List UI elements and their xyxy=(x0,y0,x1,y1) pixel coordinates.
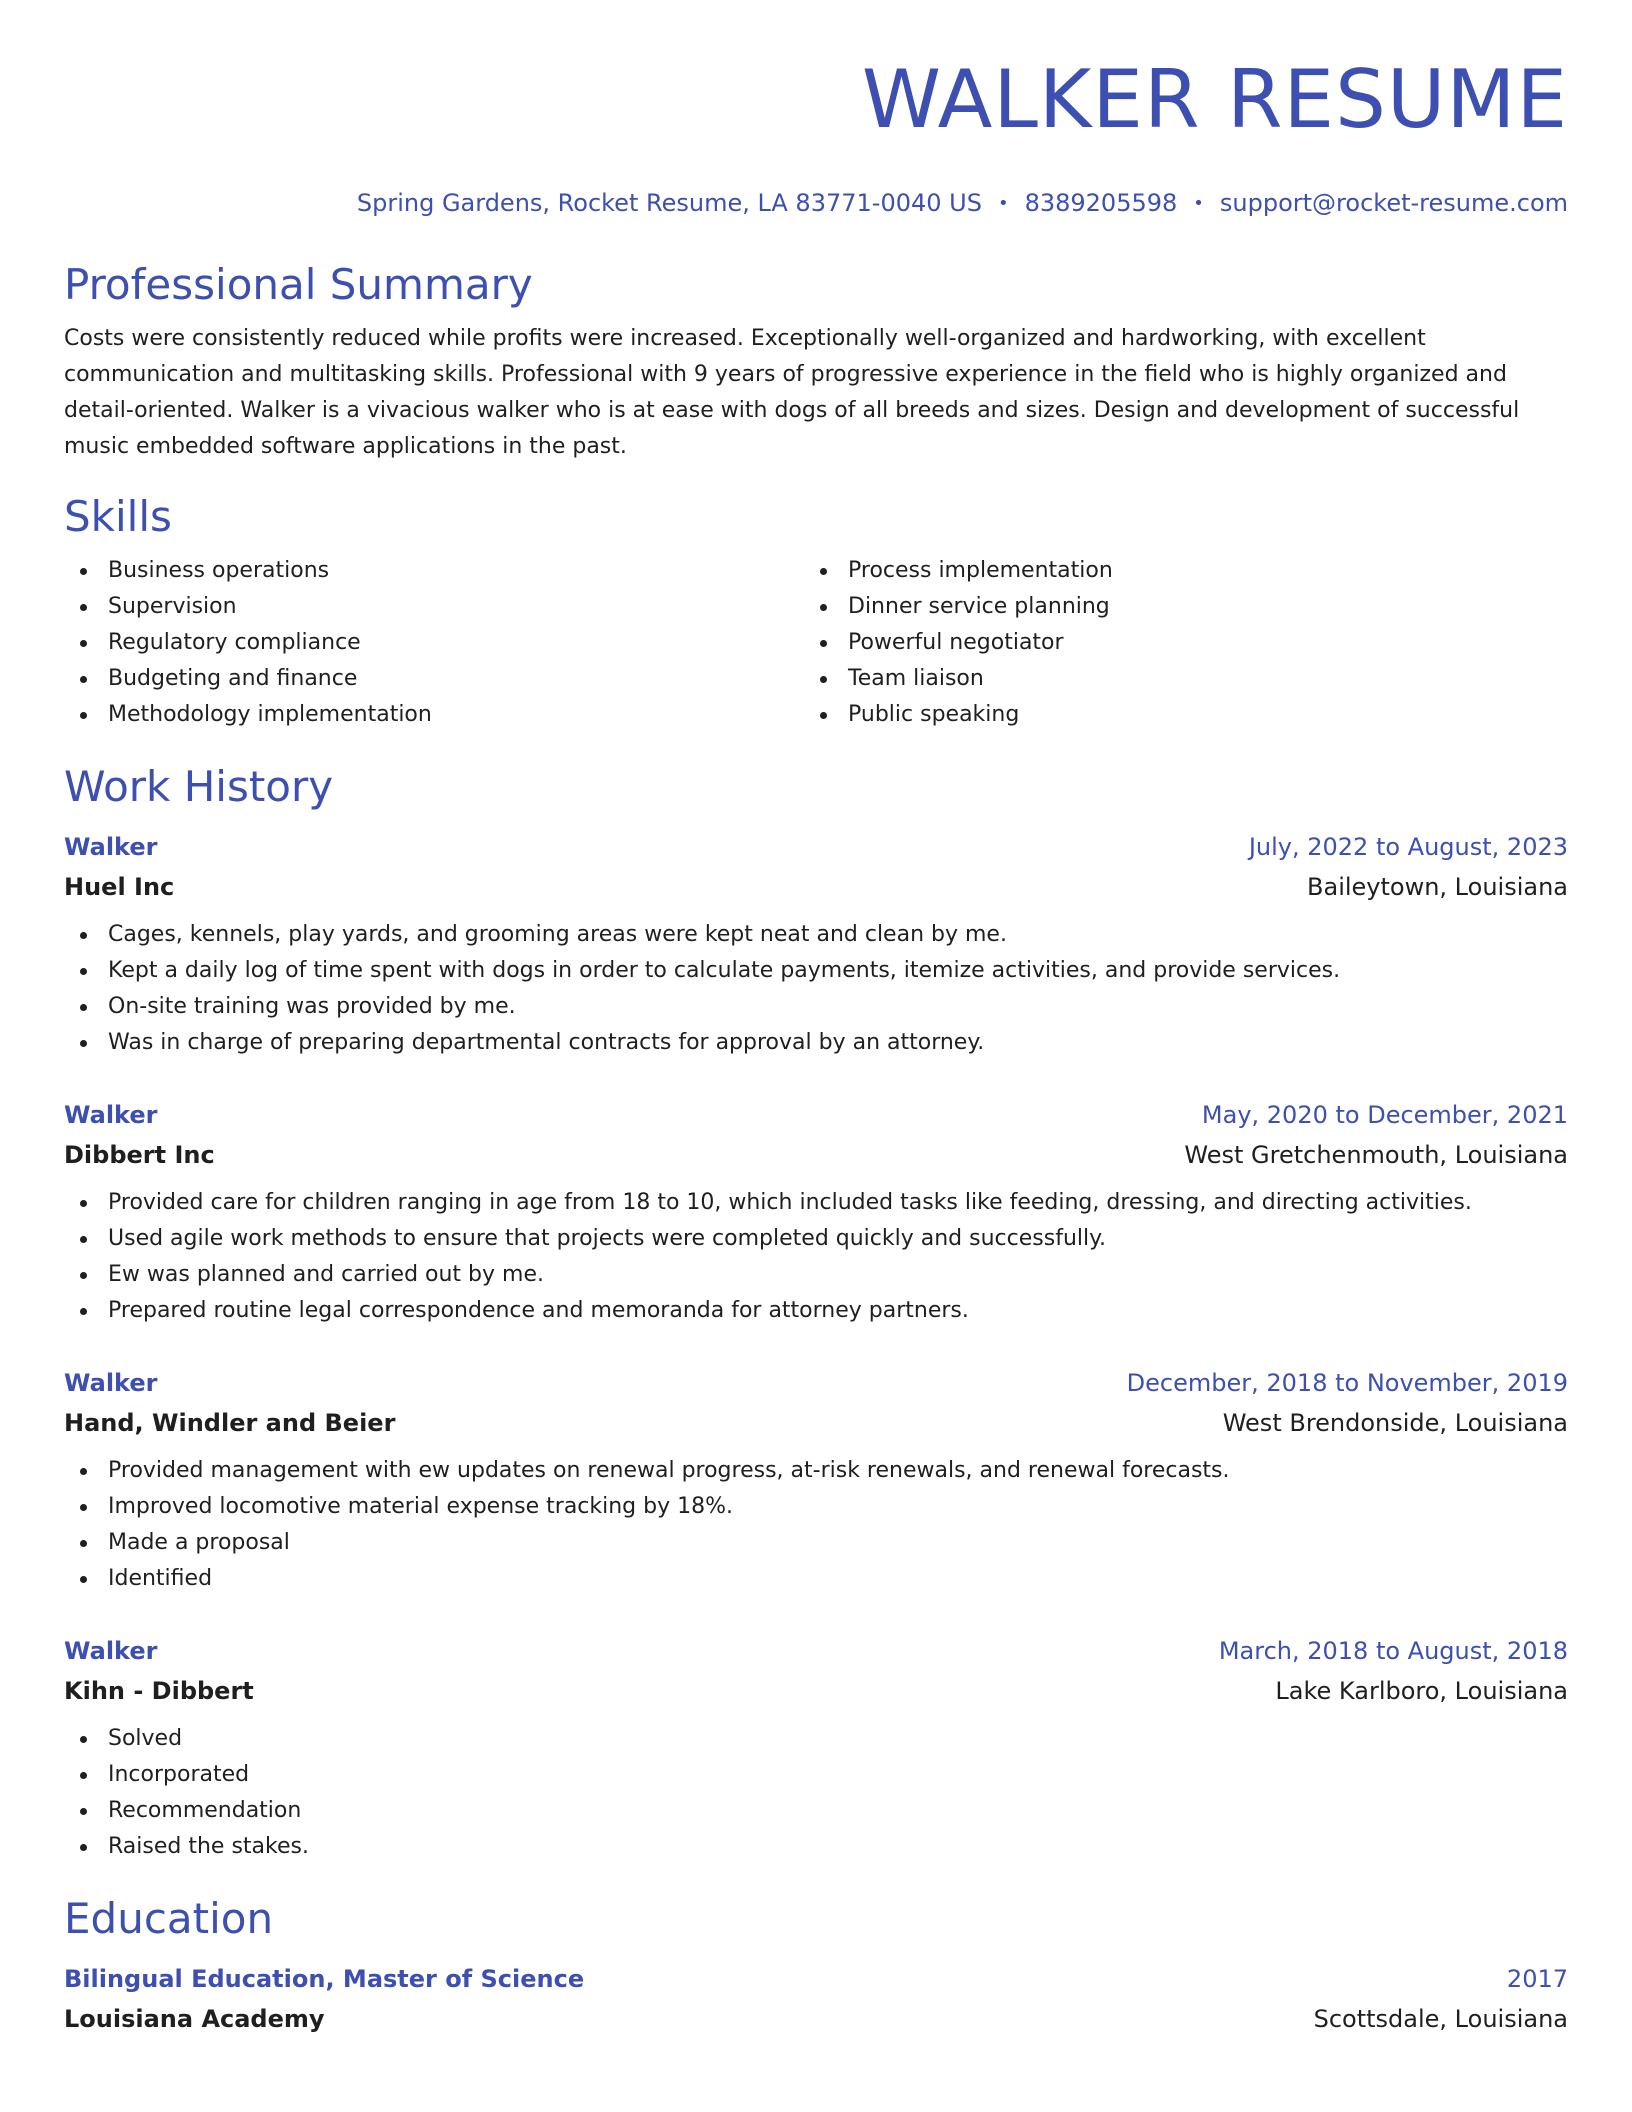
summary-heading: Professional Summary xyxy=(64,260,533,309)
job-bullet: Provided care for children ranging in age from 18 to 10, which included tasks like feeding, dressing, and directing activities. xyxy=(64,1185,1568,1221)
job-location: Baileytown, Louisiana xyxy=(1307,873,1568,901)
job-role: Walker xyxy=(64,1369,158,1397)
skill-item: Budgeting and finance xyxy=(64,661,804,697)
job-dates: May, 2020 to December, 2021 xyxy=(1201,1101,1568,1129)
job-entry xyxy=(64,827,1568,1061)
skill-item: Supervision xyxy=(64,589,804,625)
job-company: Dibbert Inc xyxy=(64,1141,215,1169)
job-bullet: Was in charge of preparing departmental contracts for approval by an attorney. xyxy=(64,1025,1568,1061)
candidate-name: WALKER RESUME xyxy=(861,53,1568,146)
education-year: 2017 xyxy=(1506,1965,1568,1993)
job-bullet: Solved xyxy=(64,1721,1568,1757)
skill-item: Process implementation xyxy=(804,553,1544,589)
summary-text: Costs were consistently reduced while profits were increased. Exceptionally well-organized and hardworking, with excellent communication and multitasking skills. Professional with 9 years of progressive experience in the field who is highly organized and detail-oriented. Walker is a vivacious walker who is at ease with dogs of all breeds and sizes. Design and development of successful music embedded software applications in the past. xyxy=(64,326,1520,459)
job-entry xyxy=(64,1095,1568,1329)
job-dates: July, 2022 to August, 2023 xyxy=(1248,833,1568,861)
job-entry xyxy=(64,1631,1568,1865)
job-bullet: Ew was planned and carried out by me. xyxy=(64,1257,1568,1293)
job-company-row xyxy=(64,1403,1568,1443)
job-bullet: Recommendation xyxy=(64,1793,1568,1829)
skill-item: Public speaking xyxy=(804,697,1544,733)
skill-item: Methodology implementation xyxy=(64,697,804,733)
job-bullets xyxy=(64,1185,1568,1329)
education-entry xyxy=(64,1959,1568,2039)
job-header-row xyxy=(64,827,1568,867)
job-bullets xyxy=(64,1453,1568,1597)
job-bullet: Made a proposal xyxy=(64,1525,1568,1561)
job-company: Huel Inc xyxy=(64,873,175,901)
contact-separator: • xyxy=(1193,193,1204,214)
job-bullet: Improved locomotive material expense tracking by 18%. xyxy=(64,1489,1568,1525)
work-history-heading: Work History xyxy=(64,762,334,811)
skill-item: Business operations xyxy=(64,553,804,589)
skill-item: Dinner service planning xyxy=(804,589,1544,625)
skill-item: Team liaison xyxy=(804,661,1544,697)
job-header-row xyxy=(64,1631,1568,1671)
contact-line xyxy=(64,188,1568,219)
contact-phone: 8389205598 xyxy=(1024,189,1178,217)
skills-list xyxy=(64,553,1568,733)
job-company: Hand, Windler and Beier xyxy=(64,1409,396,1437)
job-role: Walker xyxy=(64,1101,158,1129)
job-company-row xyxy=(64,1135,1568,1175)
job-company: Kihn - Dibbert xyxy=(64,1677,254,1705)
job-company-row xyxy=(64,1671,1568,1711)
job-header-row xyxy=(64,1095,1568,1135)
skill-item: Regulatory compliance xyxy=(64,625,804,661)
education-degree: Bilingual Education, Master of Science xyxy=(64,1965,585,1993)
job-bullet: Kept a daily log of time spent with dogs in order to calculate payments, itemize activities, and provide services. xyxy=(64,953,1568,989)
job-location: West Gretchenmouth, Louisiana xyxy=(1184,1141,1568,1169)
job-bullet: Raised the stakes. xyxy=(64,1829,1568,1865)
job-bullets xyxy=(64,1721,1568,1865)
job-header-row xyxy=(64,1363,1568,1403)
job-role: Walker xyxy=(64,1637,158,1665)
job-bullet: On-site training was provided by me. xyxy=(64,989,1568,1025)
education-location: Scottsdale, Louisiana xyxy=(1313,2005,1568,2033)
contact-address: Spring Gardens, Rocket Resume, LA 83771-0040 US xyxy=(356,189,982,217)
job-company-row xyxy=(64,867,1568,907)
education-school: Louisiana Academy xyxy=(64,2005,325,2033)
contact-email: support@rocket-resume.com xyxy=(1219,189,1568,217)
education-heading: Education xyxy=(64,1894,274,1943)
resume-header xyxy=(64,0,1568,219)
contact-separator: • xyxy=(997,193,1009,214)
job-location: West Brendonside, Louisiana xyxy=(1222,1409,1568,1437)
job-bullet: Provided management with ew updates on renewal progress, at-risk renewals, and renewal forecasts. xyxy=(64,1453,1568,1489)
skills-heading: Skills xyxy=(64,492,172,541)
job-dates: December, 2018 to November, 2019 xyxy=(1126,1369,1568,1397)
skills-column-right xyxy=(804,553,1544,733)
job-bullet: Identified xyxy=(64,1561,1568,1597)
education-header-row xyxy=(64,1959,1568,1999)
job-dates: March, 2018 to August, 2018 xyxy=(1218,1637,1568,1665)
education-school-row xyxy=(64,1999,1568,2039)
job-bullet: Incorporated xyxy=(64,1757,1568,1793)
job-role: Walker xyxy=(64,833,158,861)
job-bullet: Prepared routine legal correspondence and memoranda for attorney partners. xyxy=(64,1293,1568,1329)
job-bullet: Cages, kennels, play yards, and grooming areas were kept neat and clean by me. xyxy=(64,917,1568,953)
job-entry xyxy=(64,1363,1568,1597)
job-bullets xyxy=(64,917,1568,1061)
skill-item: Powerful negotiator xyxy=(804,625,1544,661)
job-location: Lake Karlboro, Louisiana xyxy=(1275,1677,1568,1705)
job-bullet: Used agile work methods to ensure that projects were completed quickly and successfully. xyxy=(64,1221,1568,1257)
skills-column-left xyxy=(64,553,804,733)
